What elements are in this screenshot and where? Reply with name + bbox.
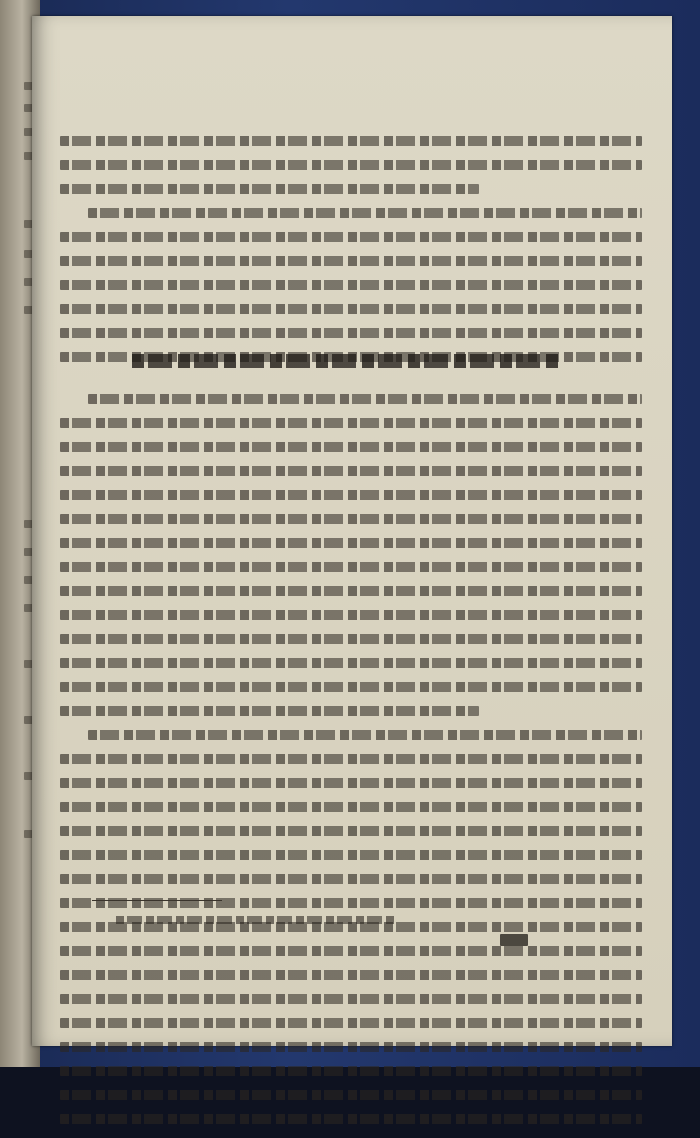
top-paragraph bbox=[60, 136, 642, 376]
text-line bbox=[60, 304, 642, 314]
text-line bbox=[60, 136, 642, 146]
text-line bbox=[60, 514, 642, 524]
text-line bbox=[60, 160, 642, 170]
text-line bbox=[60, 490, 642, 500]
signature-mark bbox=[500, 934, 528, 946]
text-line bbox=[60, 706, 479, 716]
text-line bbox=[60, 826, 642, 836]
book-page bbox=[32, 16, 672, 1046]
text-line bbox=[60, 802, 642, 812]
text-line bbox=[60, 184, 479, 194]
text-line bbox=[60, 874, 642, 884]
text-line bbox=[60, 1090, 642, 1100]
text-line bbox=[88, 208, 642, 218]
text-line bbox=[60, 994, 642, 1004]
footnote bbox=[116, 916, 396, 924]
text-line bbox=[60, 562, 642, 572]
text-line bbox=[60, 1018, 642, 1028]
text-line bbox=[88, 394, 642, 404]
section-heading bbox=[132, 354, 562, 368]
text-line bbox=[60, 754, 642, 764]
text-line bbox=[60, 466, 642, 476]
text-line bbox=[60, 1042, 642, 1052]
text-line bbox=[60, 850, 642, 860]
text-line bbox=[60, 946, 642, 956]
footnote-rule bbox=[92, 900, 222, 901]
text-line bbox=[60, 586, 642, 596]
text-line bbox=[60, 442, 642, 452]
text-line bbox=[60, 682, 642, 692]
text-line bbox=[60, 658, 642, 668]
text-line bbox=[60, 634, 642, 644]
section-paragraphs bbox=[60, 394, 642, 1138]
text-line bbox=[60, 1066, 642, 1076]
text-line bbox=[60, 1114, 642, 1124]
text-line bbox=[88, 730, 642, 740]
text-line bbox=[60, 538, 642, 548]
text-line bbox=[60, 418, 642, 428]
text-line bbox=[60, 328, 642, 338]
text-line bbox=[60, 280, 642, 290]
text-line bbox=[60, 970, 642, 980]
text-line bbox=[60, 778, 642, 788]
text-line bbox=[60, 232, 642, 242]
text-line bbox=[60, 610, 642, 620]
text-line bbox=[60, 256, 642, 266]
